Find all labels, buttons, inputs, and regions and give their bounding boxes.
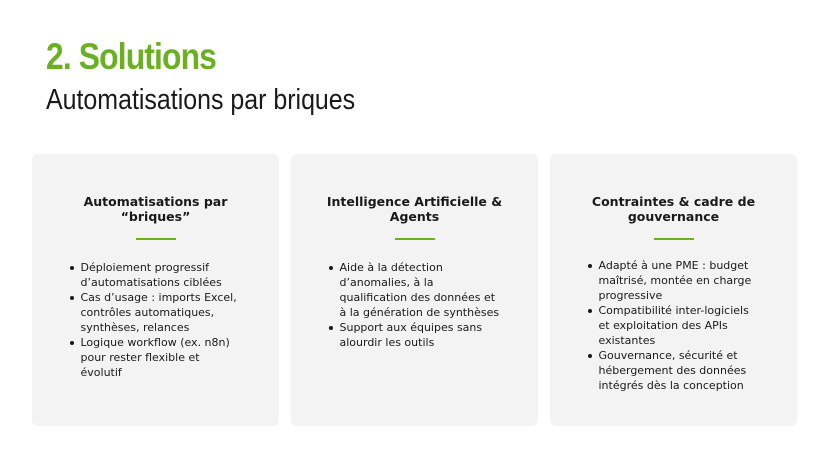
bullet-list [70, 260, 242, 380]
page-subtitle: Automatisations par briques [46, 84, 356, 116]
accent-divider [654, 238, 694, 240]
list-item: Aide à la détection d’anomalies, à la qualification des données et à la génération de synthèses [329, 260, 501, 320]
card-title [56, 194, 256, 224]
list-item: Compatibilité inter-logiciels et exploitation des APIs existantes [588, 303, 760, 348]
accent-divider [395, 238, 435, 240]
card-title [574, 194, 774, 224]
solution-cards [32, 154, 797, 426]
list-item: Gouvernance, sécurité et hébergement des données intégrés dès la conception [588, 348, 760, 393]
card-ia-agents [291, 154, 538, 426]
card-title-line: Intelligence Artificielle & [326, 194, 503, 209]
list-item: Logique workflow (ex. n8n) pour rester flexible et évolutif [70, 335, 242, 380]
card-title-line: Agents [389, 209, 440, 224]
bullet-list [329, 260, 501, 350]
bullet-list [588, 258, 760, 393]
list-item: Cas d’usage : imports Excel, contrôles automatiques, synthèses, relances [70, 290, 242, 335]
list-item: Adapté à une PME : budget maîtrisé, montée en charge progressive [588, 258, 760, 303]
card-title-line: Contraintes & cadre de [591, 194, 756, 209]
list-item: Déploiement progressif d’automatisations ciblées [70, 260, 242, 290]
card-title-line: gouvernance [627, 209, 720, 224]
card-title-line: “briques” [120, 209, 191, 224]
page-title: 2. Solutions [46, 36, 217, 77]
list-item: Support aux équipes sans alourdir les outils [329, 320, 501, 350]
card-title-line: Automatisations par [83, 194, 228, 209]
card-gouvernance [550, 154, 797, 426]
accent-divider [136, 238, 176, 240]
card-automatisations [32, 154, 279, 426]
card-title [315, 194, 515, 224]
